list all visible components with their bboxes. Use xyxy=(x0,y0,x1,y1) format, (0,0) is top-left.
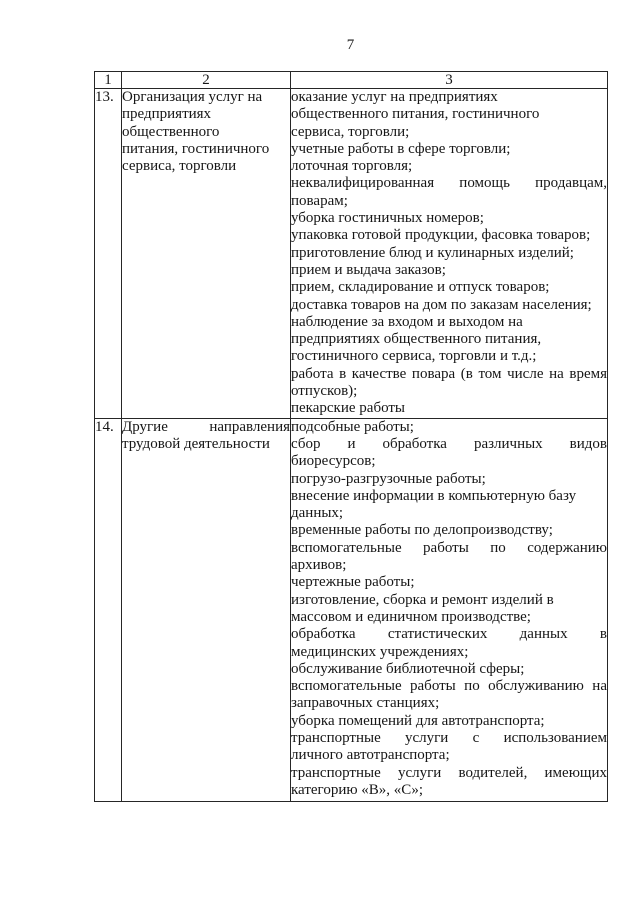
work-line: временные работы по делопроизводству; xyxy=(291,522,553,539)
page-number: 7 xyxy=(346,37,355,53)
work-line: поварам; xyxy=(291,192,348,209)
work-line: сервиса, торговли; xyxy=(291,123,410,140)
table-row xyxy=(95,89,608,419)
work-line: гостиничного сервиса, торговли и т.д.; xyxy=(291,348,537,365)
direction-line: Организация услуг на xyxy=(122,89,263,105)
work-line: доставка товаров на дом по заказам населения; xyxy=(291,296,592,313)
header-col-2: 2 xyxy=(122,72,291,89)
table-body xyxy=(95,89,608,802)
work-line: оказание услуг на предприятиях xyxy=(291,89,498,105)
work-line: предприятиях общественного питания, xyxy=(291,331,542,348)
work-line: сбор и обработка различных видов xyxy=(291,435,607,452)
work-line: отпусков); xyxy=(291,383,358,400)
work-line: прием, складирование и отпуск товаров; xyxy=(291,279,550,296)
work-line: прием и выдача заказов; xyxy=(291,261,446,278)
work-line: категорию «В», «С»; xyxy=(291,781,423,798)
work-line: вспомогательные работы по обслуживанию на xyxy=(291,678,607,695)
work-line: обслуживание библиотечной сферы; xyxy=(291,660,525,677)
direction-line: трудовой деятельности xyxy=(122,435,270,452)
direction-line: общественного xyxy=(122,123,220,140)
header-col-3: 3 xyxy=(291,72,608,89)
work-line: погрузо-разгрузочные работы; xyxy=(291,470,486,487)
work-line: работа в качестве повара (в том числе на время xyxy=(291,365,607,382)
work-line: личного автотранспорта; xyxy=(291,747,450,764)
work-line: уборка гостиничных номеров; xyxy=(291,210,484,227)
work-line: изготовление, сборка и ремонт изделий в xyxy=(291,591,554,608)
direction-cell xyxy=(122,418,291,801)
header-col-1: 1 xyxy=(95,72,122,89)
work-line: транспортные услуги водителей, имеющих xyxy=(291,764,607,781)
work-line: наблюдение за входом и выходом на xyxy=(291,313,523,330)
work-line: вспомогательные работы по содержанию xyxy=(291,539,607,556)
work-line: внесение информации в компьютерную базу xyxy=(291,487,577,504)
table-row xyxy=(95,418,608,801)
works-cell xyxy=(291,418,608,801)
work-line: приготовление блюд и кулинарных изделий; xyxy=(291,244,574,261)
work-line: транспортные услуги с использованием xyxy=(291,729,607,746)
direction-line: питания, гостиничного xyxy=(122,140,270,157)
work-line: заправочных станциях; xyxy=(291,695,440,712)
work-line: общественного питания, гостиничного xyxy=(291,106,540,123)
direction-line: предприятиях xyxy=(122,106,212,123)
direction-cell xyxy=(122,89,291,419)
works-cell xyxy=(291,89,608,419)
header-row xyxy=(95,72,608,89)
work-line: упаковка готовой продукции, фасовка товаров; xyxy=(291,227,591,244)
work-line: подсобные работы; xyxy=(291,418,414,435)
work-line: медицинских учреждениях; xyxy=(291,643,469,660)
work-line: архивов; xyxy=(291,557,347,574)
work-line: пекарские работы xyxy=(291,400,406,417)
direction-line: сервиса, торговли xyxy=(122,158,237,175)
work-line: уборка помещений для автотранспорта; xyxy=(291,712,545,729)
work-line: данных; xyxy=(291,505,344,522)
row-number-cell xyxy=(95,89,122,419)
table-header xyxy=(95,72,608,89)
work-line: массовом и единичном производстве; xyxy=(291,608,531,625)
work-line: биоресурсов; xyxy=(291,453,376,470)
row-number-cell xyxy=(95,418,122,801)
row-number: 14. xyxy=(95,418,114,435)
work-line: неквалифицированная помощь продавцам, xyxy=(291,175,607,192)
work-line: учетные работы в сфере торговли; xyxy=(291,140,511,157)
work-line: обработка статистических данных в xyxy=(291,626,607,643)
activity-table xyxy=(94,71,608,802)
row-number: 13. xyxy=(95,89,114,105)
work-line: лоточная торговля; xyxy=(291,158,413,175)
work-line: чертежные работы; xyxy=(291,574,415,591)
direction-line: Другие направления xyxy=(122,418,290,435)
